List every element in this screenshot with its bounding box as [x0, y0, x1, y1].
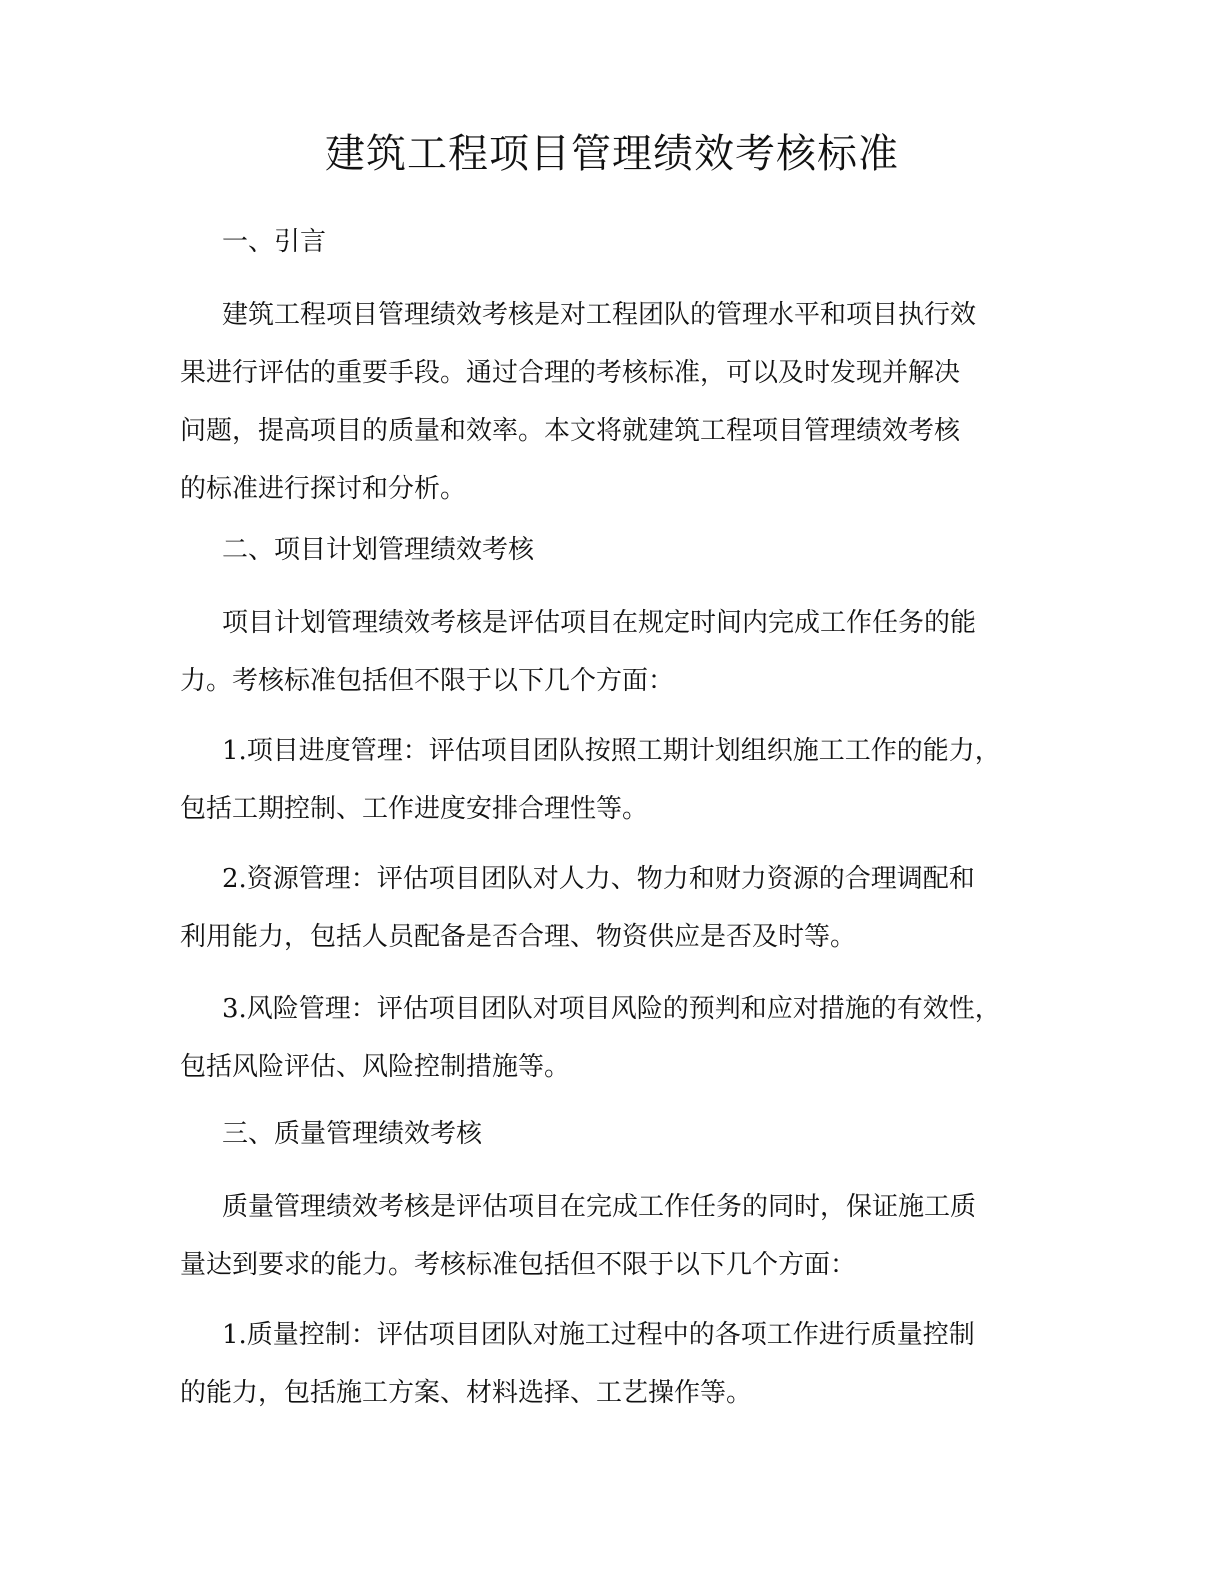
- paragraph-line: 3.风险管理：评估项目团队对项目风险的预判和应对措施的有效性，: [222, 994, 1001, 1024]
- paragraph-line: 质量管理绩效考核是评估项目在完成工作任务的同时，保证施工质: [222, 1192, 977, 1222]
- list-item-schedule-management: [180, 722, 1060, 838]
- section-heading-plan-management: 二、项目计划管理绩效考核: [222, 535, 535, 565]
- paragraph-line: 的能力，包括施工方案、材料选择、工艺操作等。: [180, 1378, 753, 1408]
- paragraph-line: 1.质量控制：评估项目团队对施工过程中的各项工作进行质量控制: [222, 1320, 975, 1350]
- list-item-quality-control: [180, 1306, 1060, 1422]
- list-item-resource-management: [180, 850, 1060, 966]
- introduction-paragraph: [180, 286, 1060, 518]
- paragraph-line: 利用能力，包括人员配备是否合理、物资供应是否及时等。: [180, 922, 857, 952]
- document-title: 建筑工程项目管理绩效考核标准: [325, 131, 899, 177]
- paragraph-line: 包括工期控制、工作进度安排合理性等。: [180, 794, 649, 824]
- paragraph-line: 包括风险评估、风险控制措施等。: [180, 1052, 571, 1082]
- plan-management-intro: [180, 594, 1060, 710]
- paragraph-line: 2.资源管理：评估项目团队对人力、物力和财力资源的合理调配和: [222, 864, 975, 894]
- paragraph-line: 的标准进行探讨和分析。: [180, 474, 467, 504]
- paragraph-line: 项目计划管理绩效考核是评估项目在规定时间内完成工作任务的能: [222, 608, 977, 638]
- paragraph-line: 量达到要求的能力。考核标准包括但不限于以下几个方面：: [180, 1250, 857, 1280]
- paragraph-line: 果进行评估的重要手段。通过合理的考核标准，可以及时发现并解决: [180, 358, 961, 388]
- list-item-risk-management: [180, 980, 1060, 1096]
- quality-management-intro: [180, 1178, 1060, 1294]
- paragraph-line: 建筑工程项目管理绩效考核是对工程团队的管理水平和项目执行效: [222, 300, 977, 330]
- paragraph-line: 1.项目进度管理：评估项目团队按照工期计划组织施工工作的能力，: [222, 736, 1001, 766]
- paragraph-line: 力。考核标准包括但不限于以下几个方面：: [180, 666, 675, 696]
- paragraph-line: 问题，提高项目的质量和效率。本文将就建筑工程项目管理绩效考核: [180, 416, 961, 446]
- section-heading-introduction: 一、引言: [222, 227, 327, 257]
- section-heading-quality-management: 三、质量管理绩效考核: [222, 1119, 483, 1149]
